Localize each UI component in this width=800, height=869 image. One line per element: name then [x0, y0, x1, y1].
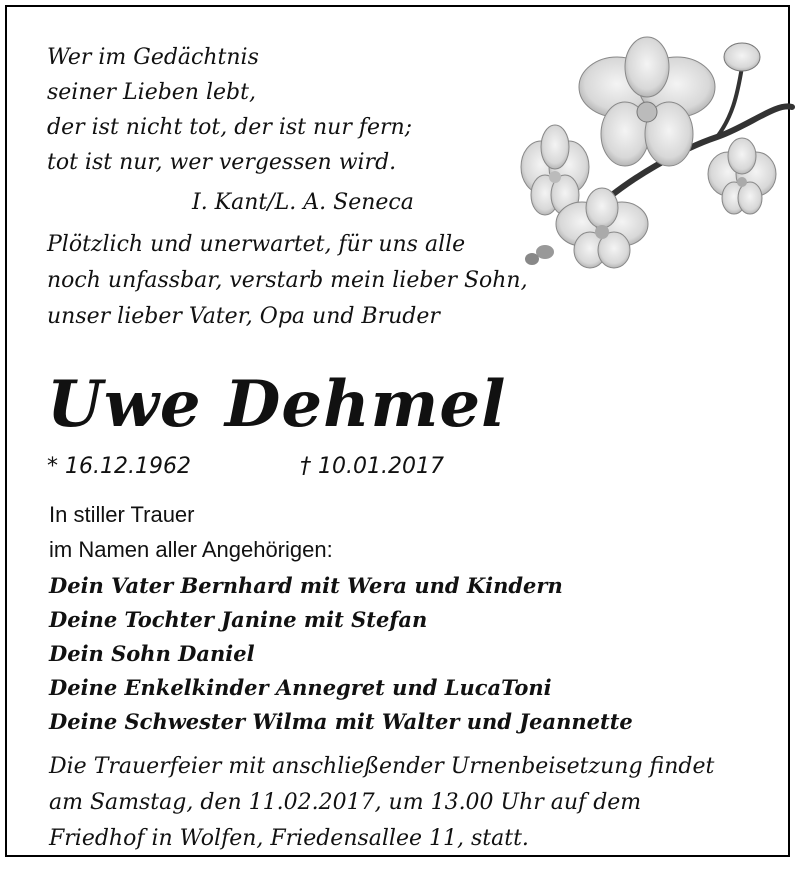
ceremony-line-2: am Samstag, den 11.02.2017, um 13.00 Uhr auf dem — [49, 790, 642, 815]
family-member: Deine Tochter Janine mit Stefan — [49, 607, 428, 632]
quote-line-4: tot ist nur, wer vergessen wird. — [47, 150, 397, 175]
family-member: Dein Sohn Daniel — [49, 641, 255, 666]
ceremony-line-3: Friedhof in Wolfen, Friedensallee 11, statt. — [49, 826, 529, 851]
quote-line-3: der ist nicht tot, der ist nur fern; — [47, 115, 413, 140]
obituary-frame — [5, 5, 790, 857]
death-date: † 10.01.2017 — [300, 454, 444, 479]
quote-line-1: Wer im Gedächtnis — [47, 45, 259, 70]
family-member: Dein Vater Bernhard mit Wera und Kindern — [49, 573, 563, 598]
deceased-name: Uwe Dehmel — [47, 367, 507, 442]
mourning-line-1: In stiller Trauer — [49, 502, 195, 527]
orchid-flower-icon — [517, 27, 797, 277]
birth-date: * 16.12.1962 — [47, 454, 191, 479]
ceremony-line-1: Die Trauerfeier mit anschließender Urnenbeisetzung findet — [49, 754, 715, 779]
intro-line-1: Plötzlich und unerwartet, für uns alle — [47, 232, 466, 257]
intro-line-3: unser lieber Vater, Opa und Bruder — [47, 304, 440, 329]
quote-line-2: seiner Lieben lebt, — [47, 80, 256, 105]
mourning-line-2: im Namen aller Angehörigen: — [49, 537, 333, 562]
family-member: Deine Schwester Wilma mit Walter und Jeannette — [49, 709, 633, 734]
quote-attribution: I. Kant/L. A. Seneca — [192, 190, 414, 215]
intro-line-2: noch unfassbar, verstarb mein lieber Sohn, — [47, 268, 528, 293]
family-member: Deine Enkelkinder Annegret und LucaToni — [49, 675, 552, 700]
